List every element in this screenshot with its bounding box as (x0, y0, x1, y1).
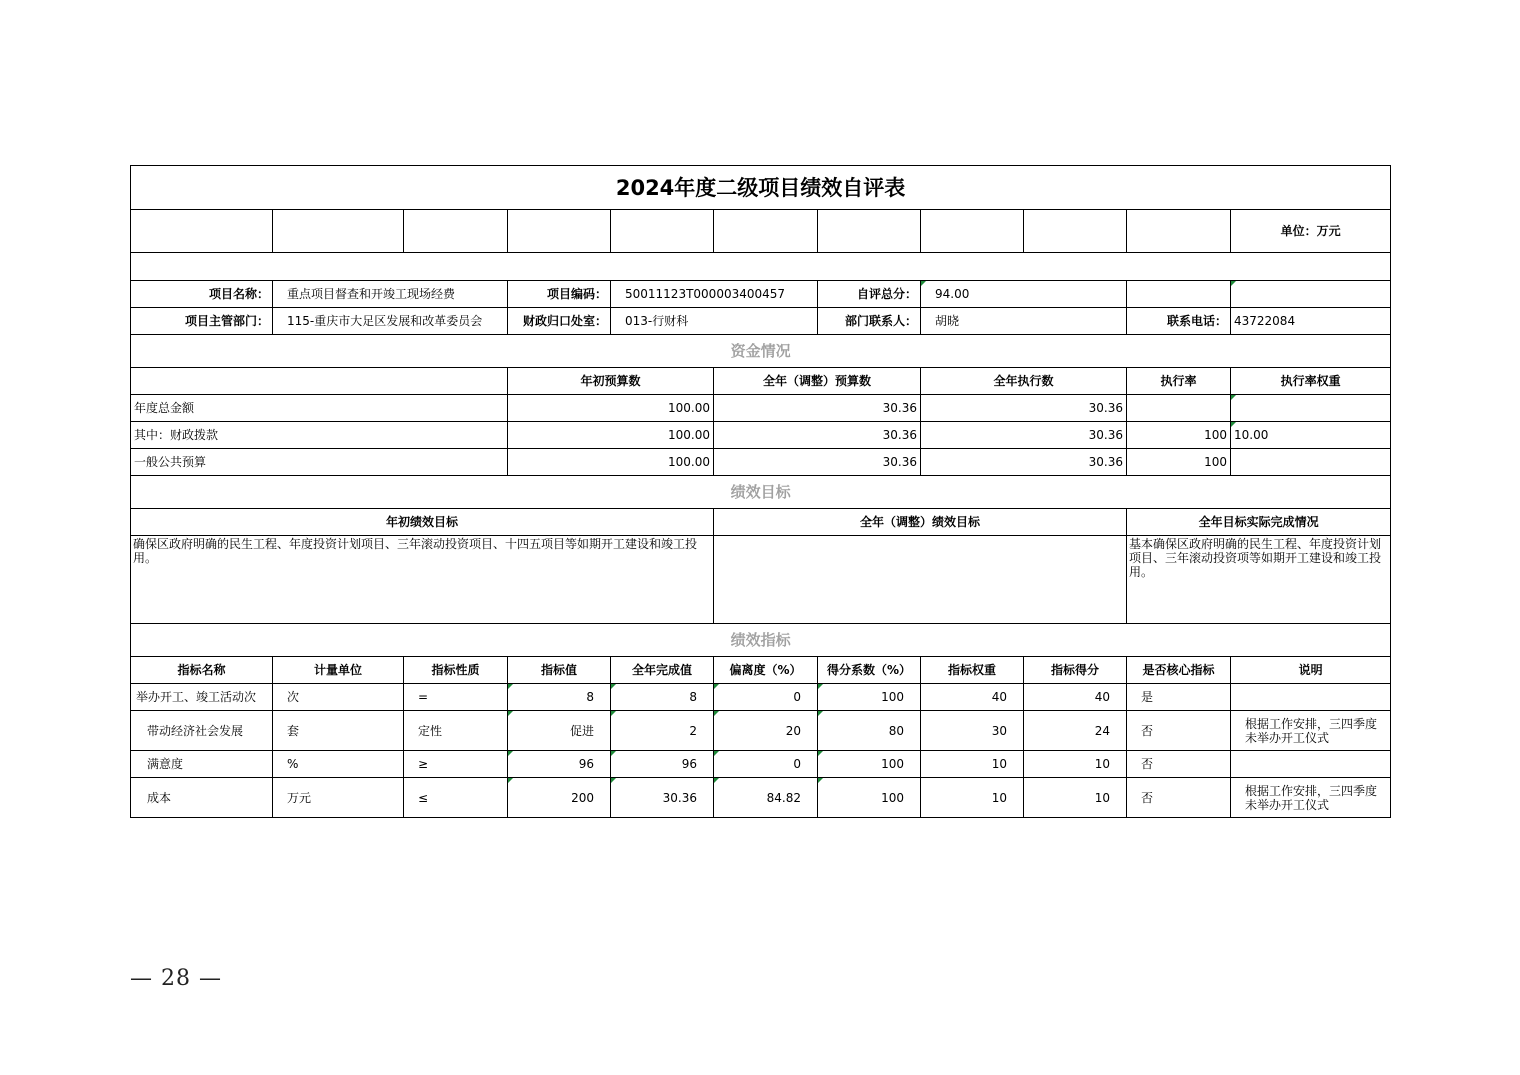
funding-row (131, 395, 1391, 422)
col-actual-goal: 全年目标实际完成情况 (1127, 509, 1391, 536)
initial-goal-text: 确保区政府明确的民生工程、年度投资计划项目、三年滚动投资项目、十四五项目等如期开工建设和竣工投用。 (131, 536, 714, 624)
indicator-done: 2 (611, 711, 714, 751)
indicator-name: 举办开工、竣工活动次 (131, 684, 273, 711)
phone-value: 43722084 (1231, 308, 1391, 335)
indicators-section-title: 绩效指标 (131, 624, 1391, 657)
goals-section-title: 绩效目标 (131, 476, 1391, 509)
indicator-coef: 100 (818, 751, 921, 778)
indicator-coef: 100 (818, 684, 921, 711)
funding-row-label: 年度总金额 (131, 395, 508, 422)
indicator-done: 30.36 (611, 778, 714, 818)
indicator-row (131, 711, 1391, 751)
indicator-unit: 套 (273, 711, 404, 751)
col-adjusted-goal: 全年（调整）绩效目标 (714, 509, 1127, 536)
indicator-core: 是 (1127, 684, 1231, 711)
col-executed: 全年执行数 (921, 368, 1127, 395)
phone-label: 联系电话： (1127, 308, 1231, 335)
col-coef: 得分系数（%） (818, 657, 921, 684)
col-score: 指标得分 (1024, 657, 1127, 684)
indicator-done: 96 (611, 751, 714, 778)
indicator-target: 200 (508, 778, 611, 818)
funding-weight: 10.00 (1231, 422, 1391, 449)
col-weight: 指标权重 (921, 657, 1024, 684)
funding-section-title: 资金情况 (131, 335, 1391, 368)
indicator-coef: 100 (818, 778, 921, 818)
col-note: 说明 (1231, 657, 1391, 684)
funding-adjusted: 30.36 (714, 395, 921, 422)
page-title: 2024年度二级项目绩效自评表 (131, 166, 1391, 210)
project-name: 重点项目督查和开竣工现场经费 (273, 281, 508, 308)
finance-value: 013-行财科 (611, 308, 818, 335)
project-name-label: 项目名称： (131, 281, 273, 308)
indicator-row (131, 684, 1391, 711)
funding-initial: 100.00 (508, 422, 714, 449)
contact-value: 胡晓 (921, 308, 1127, 335)
col-exec-rate: 执行率 (1127, 368, 1231, 395)
funding-rate: 100 (1127, 449, 1231, 476)
page-number: — 28 — (130, 966, 222, 991)
col-nature: 指标性质 (404, 657, 508, 684)
indicator-done: 8 (611, 684, 714, 711)
project-code: 50011123T000003400457 (611, 281, 818, 308)
indicator-core: 否 (1127, 751, 1231, 778)
indicator-weight: 30 (921, 711, 1024, 751)
col-unit: 计量单位 (273, 657, 404, 684)
indicator-score: 24 (1024, 711, 1127, 751)
adjusted-goal-text (714, 536, 1127, 624)
col-initial-budget: 年初预算数 (508, 368, 714, 395)
funding-adjusted: 30.36 (714, 449, 921, 476)
indicator-note: 根据工作安排，三四季度未举办开工仪式 (1231, 778, 1391, 818)
indicator-weight: 10 (921, 778, 1024, 818)
funding-weight (1231, 449, 1391, 476)
col-deviation: 偏离度（%） (714, 657, 818, 684)
indicator-deviation: 20 (714, 711, 818, 751)
funding-row-label: 一般公共预算 (131, 449, 508, 476)
funding-weight (1231, 395, 1391, 422)
indicator-weight: 10 (921, 751, 1024, 778)
indicator-deviation: 0 (714, 751, 818, 778)
indicator-unit: % (273, 751, 404, 778)
indicator-target: 96 (508, 751, 611, 778)
indicator-target: 8 (508, 684, 611, 711)
indicator-core: 否 (1127, 778, 1231, 818)
col-initial-goal: 年初绩效目标 (131, 509, 714, 536)
indicator-note (1231, 684, 1391, 711)
funding-executed: 30.36 (921, 449, 1127, 476)
indicator-note (1231, 751, 1391, 778)
indicator-deviation: 0 (714, 684, 818, 711)
indicator-weight: 40 (921, 684, 1024, 711)
indicator-unit: 次 (273, 684, 404, 711)
col-core: 是否核心指标 (1127, 657, 1231, 684)
col-indicator-name: 指标名称 (131, 657, 273, 684)
funding-row (131, 422, 1391, 449)
performance-table (130, 165, 1391, 818)
indicator-nature: = (404, 684, 508, 711)
indicator-nature: ≤ (404, 778, 508, 818)
funding-row-label: 其中：财政拨款 (131, 422, 508, 449)
indicator-target: 促进 (508, 711, 611, 751)
actual-goal-text: 基本确保区政府明确的民生工程、年度投资计划项目、三年滚动投资项等如期开工建设和竣工投用。 (1127, 536, 1391, 624)
funding-initial: 100.00 (508, 395, 714, 422)
indicator-coef: 80 (818, 711, 921, 751)
indicator-nature: 定性 (404, 711, 508, 751)
indicator-core: 否 (1127, 711, 1231, 751)
indicator-note: 根据工作安排，三四季度未举办开工仪式 (1231, 711, 1391, 751)
funding-adjusted: 30.36 (714, 422, 921, 449)
indicator-deviation: 84.82 (714, 778, 818, 818)
col-target: 指标值 (508, 657, 611, 684)
indicator-nature: ≥ (404, 751, 508, 778)
unit-label: 单位：万元 (1231, 210, 1391, 253)
indicator-unit: 万元 (273, 778, 404, 818)
funding-initial: 100.00 (508, 449, 714, 476)
funding-rate: 100 (1127, 422, 1231, 449)
self-score: 94.00 (921, 281, 1127, 308)
finance-label: 财政归口处室： (508, 308, 611, 335)
indicator-score: 10 (1024, 778, 1127, 818)
indicator-name: 成本 (131, 778, 273, 818)
dept-value: 115-重庆市大足区发展和改革委员会 (273, 308, 508, 335)
funding-executed: 30.36 (921, 395, 1127, 422)
funding-rate (1127, 395, 1231, 422)
contact-label: 部门联系人： (818, 308, 921, 335)
col-rate-weight: 执行率权重 (1231, 368, 1391, 395)
indicator-score: 40 (1024, 684, 1127, 711)
self-score-label: 自评总分： (818, 281, 921, 308)
funding-row (131, 449, 1391, 476)
col-adjusted-budget: 全年（调整）预算数 (714, 368, 921, 395)
indicator-score: 10 (1024, 751, 1127, 778)
dept-label: 项目主管部门： (131, 308, 273, 335)
col-done: 全年完成值 (611, 657, 714, 684)
project-code-label: 项目编码： (508, 281, 611, 308)
indicator-row (131, 778, 1391, 818)
funding-executed: 30.36 (921, 422, 1127, 449)
indicator-name: 带动经济社会发展 (131, 711, 273, 751)
indicator-row (131, 751, 1391, 778)
indicator-name: 满意度 (131, 751, 273, 778)
